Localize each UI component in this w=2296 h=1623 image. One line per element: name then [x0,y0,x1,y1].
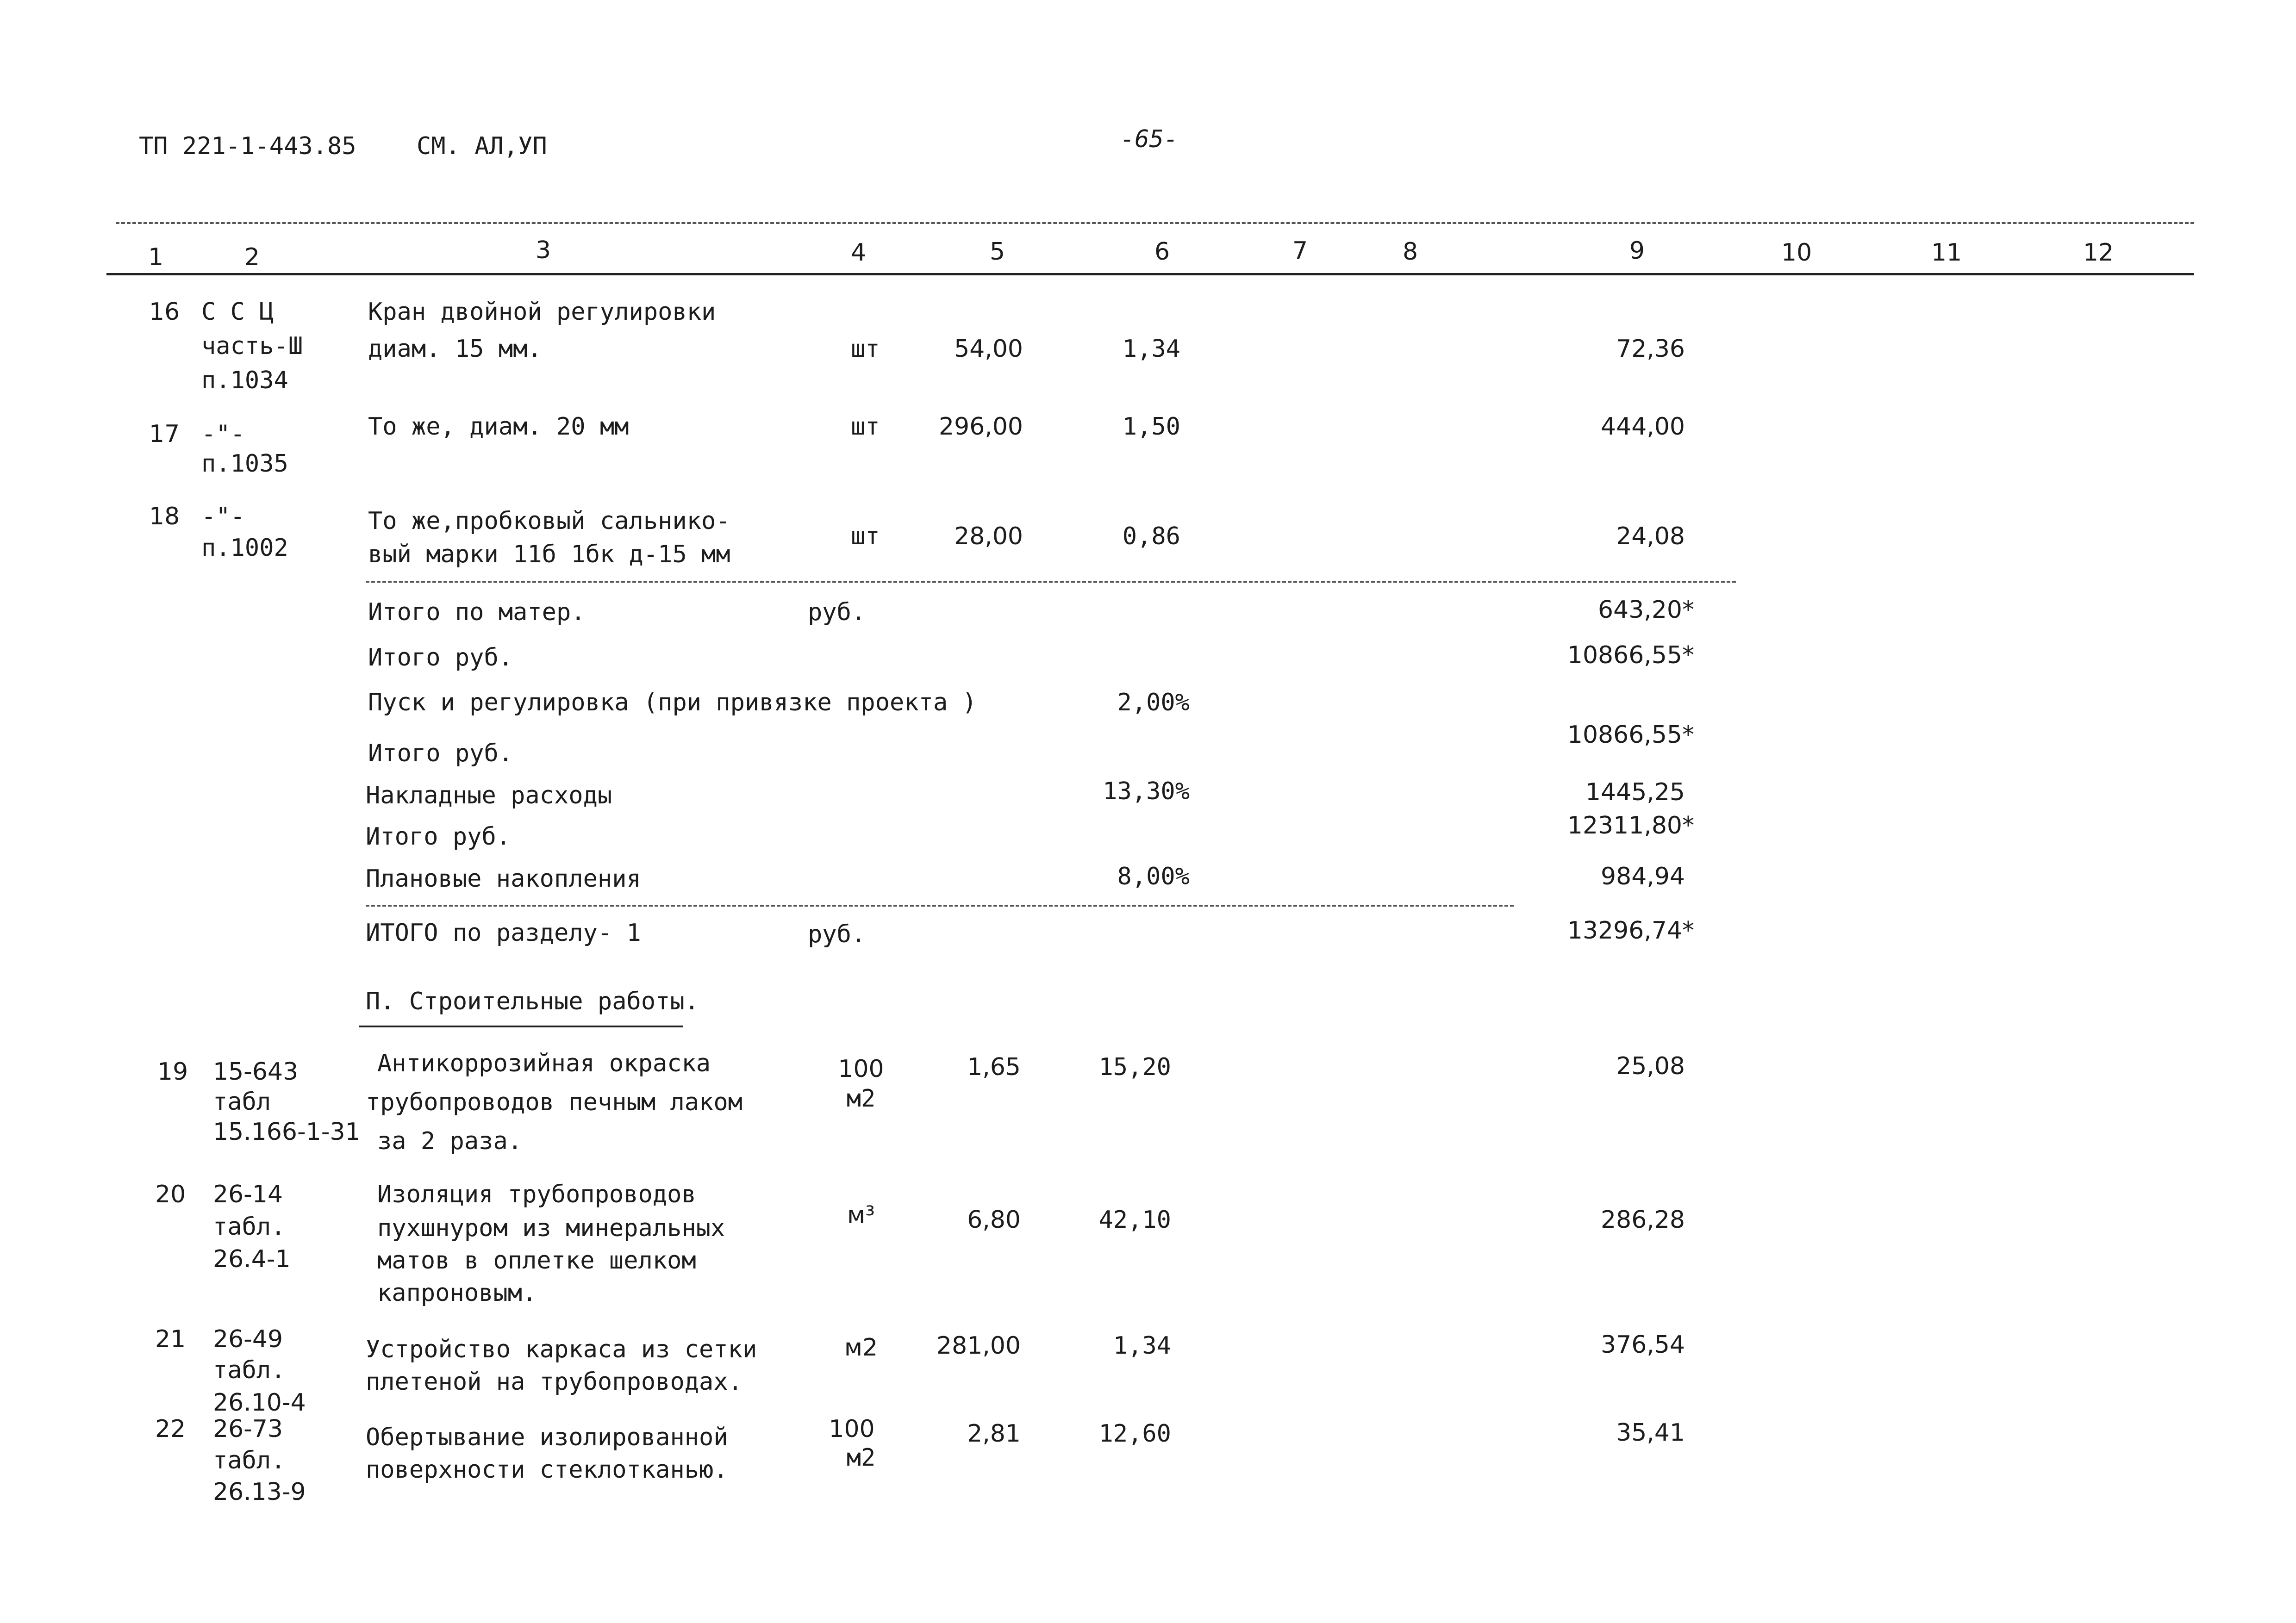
row-description: матов в оплетке шелком [377,1247,696,1275]
row-unit: м2 [846,1085,876,1113]
column-header-3: 3 [536,236,551,264]
row-reference: С С Ц [201,298,274,326]
subtotal-separator [366,581,1736,583]
row-description: То же, диам. 20 мм [368,413,629,441]
row-total: 35,41 [1616,1419,1685,1447]
album-reference: СМ. АЛ,УП [417,132,547,160]
header-top-rule [116,222,2194,224]
section-total-separator [366,905,1514,907]
section-total-value: 13296,74* [1567,917,1694,945]
row-reference: п.1034 [201,367,288,394]
row-reference: табл. [213,1213,286,1241]
row-unit: шт [851,335,880,363]
row-unit-price: 42,10 [1098,1206,1171,1234]
row-quantity: 2,81 [967,1420,1021,1448]
section-title-underline [359,1026,683,1027]
summary-label: Итого руб. [366,823,511,851]
row-unit-price: 1,34 [1113,1332,1171,1360]
summary-percent: 8,00% [1117,863,1190,890]
row-unit-price: 1,50 [1122,413,1180,441]
row-reference: 26.10-4 [213,1389,306,1417]
column-header-9: 9 [1629,237,1645,265]
row-total: 72,36 [1616,335,1685,363]
row-description: То же,пробковый сальнико- [368,507,730,535]
row-number: 21 [155,1325,186,1353]
row-description: Антикоррозийная окраска [377,1050,711,1077]
row-unit-price: 0,86 [1122,522,1180,550]
column-header-6: 6 [1154,238,1170,266]
row-reference: часть-Ш [201,332,303,360]
header-bottom-rule [106,273,2194,275]
row-description: вый марки 11б 1бк д-15 мм [368,541,730,568]
row-unit: м2 [844,1334,878,1362]
summary-label: Итого по матер. [368,598,586,626]
row-quantity: 54,00 [954,335,1023,363]
row-description: поверхности стеклотканью. [366,1456,728,1484]
summary-label: Итого руб. [368,740,513,767]
row-number: 18 [149,503,180,530]
row-description: пухшнуром из минеральных [377,1214,725,1242]
summary-label: Итого руб. [368,644,513,672]
row-unit: м³ [847,1201,875,1229]
row-unit: шт [851,522,880,550]
row-reference: табл. [213,1356,286,1384]
row-number: 22 [155,1415,186,1443]
row-unit: 100 [838,1055,884,1083]
section-title: П. Строительные работы. [366,988,699,1015]
summary-label: Накладные расходы [366,782,612,809]
row-quantity: 6,80 [967,1206,1021,1234]
page-number: -65- [1120,125,1179,153]
row-total: 444,00 [1601,413,1685,441]
row-number: 16 [149,298,180,326]
row-reference: п.1035 [201,450,288,478]
row-description: Изоляция трубопроводов [377,1181,696,1208]
row-reference: 26-49 [213,1325,283,1353]
row-unit-price: 15,20 [1098,1053,1171,1081]
row-description: Устройство каркаса из сетки [366,1336,757,1363]
row-quantity: 1,65 [967,1053,1021,1081]
column-header-5: 5 [990,238,1005,266]
row-unit: 100 [829,1415,875,1443]
row-description: за 2 раза. [377,1127,523,1155]
row-reference: 26-14 [213,1181,283,1208]
column-header-12: 12 [2083,239,2114,267]
row-total: 24,08 [1616,522,1685,550]
summary-value: 1445,25 [1585,778,1685,806]
row-total: 25,08 [1616,1052,1685,1080]
column-header-10: 10 [1781,239,1812,267]
row-total: 376,54 [1601,1331,1685,1359]
summary-value: 10866,55* [1567,721,1694,749]
row-number: 19 [157,1058,188,1086]
row-reference: -"- [201,420,245,448]
summary-label: Плановые накопления [366,865,641,893]
row-description: трубопроводов печным лаком [366,1088,742,1116]
row-reference: 26.4-1 [213,1245,291,1273]
row-reference: 26-73 [213,1415,283,1443]
summary-value: 984,94 [1601,863,1685,890]
row-unit-price: 12,60 [1098,1420,1171,1448]
row-description: Кран двойной регулировки [368,298,716,326]
row-number: 17 [149,420,180,448]
column-header-7: 7 [1292,237,1308,265]
row-unit-price: 1,34 [1122,335,1180,363]
row-description: капроновым. [377,1279,537,1307]
row-description: плетеной на трубопроводах. [366,1368,742,1396]
summary-value: 10866,55* [1567,641,1694,669]
row-reference: -"- [201,503,245,530]
row-reference: 26.13-9 [213,1478,306,1506]
row-reference: п.1002 [201,534,288,562]
row-reference: табл [213,1088,271,1116]
summary-percent: 2,00% [1117,689,1190,716]
row-unit: шт [851,413,880,441]
row-quantity: 296,00 [939,413,1023,441]
column-header-8: 8 [1403,238,1418,266]
row-reference: табл. [213,1447,286,1474]
summary-unit: руб. [808,598,866,626]
section-total-label: ИТОГО по разделу- 1 [366,919,641,947]
column-header-4: 4 [851,239,867,267]
row-description: Обертывание изолированной [366,1424,728,1451]
row-reference: 15-643 [213,1058,299,1086]
summary-value: 643,20* [1598,596,1694,624]
column-header-11: 11 [1931,239,1962,267]
document-code: ТП 221-1-443.85 [139,132,356,160]
summary-value: 12311,80* [1567,812,1694,839]
row-quantity: 28,00 [954,522,1023,550]
row-description: диам. 15 мм. [368,335,542,363]
column-header-2: 2 [244,243,260,271]
row-total: 286,28 [1601,1206,1685,1234]
row-quantity: 281,00 [936,1332,1021,1360]
row-reference: 15.166-1-31 [213,1118,361,1146]
row-number: 20 [155,1181,186,1208]
section-total-unit: руб. [808,920,866,948]
row-unit: м2 [846,1444,876,1472]
summary-percent: 13,30% [1103,777,1190,805]
summary-label: Пуск и регулировка (при привязке проекта ) [368,689,977,716]
column-header-1: 1 [148,243,164,271]
